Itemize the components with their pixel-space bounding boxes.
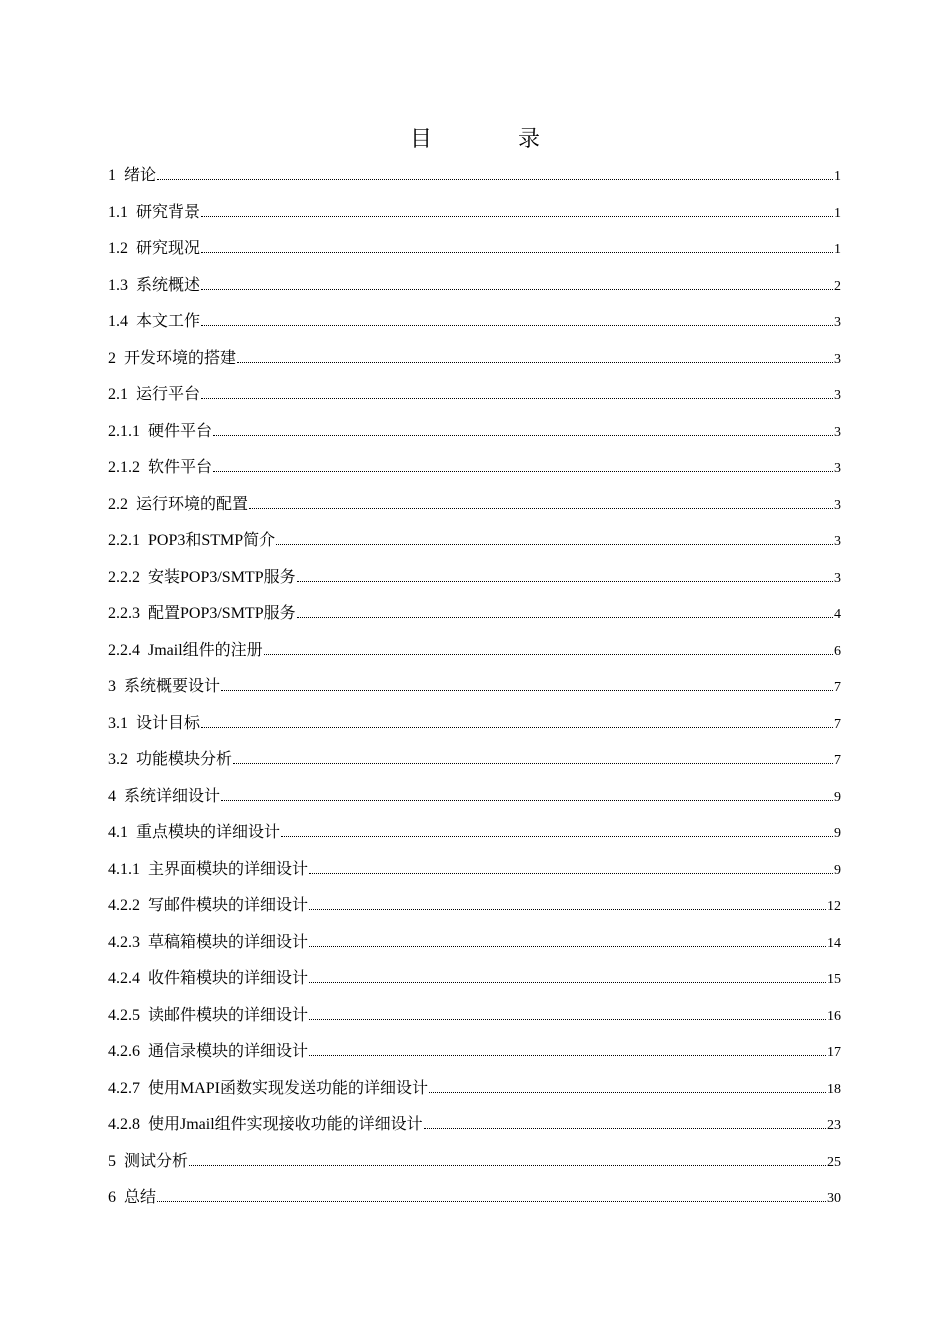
toc-leader-dots [309, 1010, 826, 1020]
toc-entry-title: POP3和STMP简介 [148, 532, 276, 549]
toc-entry-title: 测试分析 [124, 1152, 189, 1170]
toc-entry[interactable] [108, 487, 841, 524]
toc-entry-number: 1.1 [108, 203, 128, 221]
toc-leader-dots [221, 681, 833, 691]
toc-entry-title: 配置POP3/SMTP服务 [148, 605, 296, 622]
toc-entry-title: 运行环境的配置 [136, 495, 249, 513]
toc-entry[interactable] [108, 1180, 841, 1217]
toc-entry-number: 4.1 [108, 824, 128, 841]
toc-leader-dots [213, 462, 833, 472]
toc-list [108, 158, 841, 1217]
toc-entry-page: 9 [834, 862, 841, 878]
toc-leader-dots [201, 316, 833, 326]
toc-entry-number: 4.2.6 [108, 1043, 140, 1060]
toc-entry-page: 12 [827, 899, 841, 914]
toc-entry-title: 总结 [124, 1189, 157, 1206]
toc-entry-number: 3.1 [108, 714, 128, 732]
toc-entry-page: 3 [834, 388, 841, 403]
toc-entry[interactable] [108, 961, 841, 998]
toc-entry-title: 绪论 [124, 167, 157, 184]
toc-entry[interactable] [108, 633, 841, 670]
toc-leader-dots [309, 900, 826, 910]
toc-entry-number: 2.2.4 [108, 641, 140, 659]
toc-entry-number: 2.1.2 [108, 459, 140, 476]
toc-entry[interactable] [108, 1071, 841, 1108]
toc-entry-title: 设计目标 [136, 714, 201, 732]
toc-entry-page: 3 [834, 570, 841, 586]
toc-entry-page: 23 [827, 1118, 841, 1133]
toc-entry-number: 2.1.1 [108, 422, 140, 440]
toc-title-char-1: 目 [409, 126, 432, 151]
toc-entry-title: 使用MAPI函数实现发送功能的详细设计 [148, 1079, 429, 1097]
toc-leader-dots [249, 499, 833, 509]
toc-entry-number: 4.2.7 [108, 1079, 140, 1097]
toc-entry[interactable] [108, 1144, 841, 1181]
toc-leader-dots [424, 1119, 826, 1129]
toc-entry-number: 1.3 [108, 276, 128, 294]
toc-entry[interactable] [108, 706, 841, 743]
toc-entry-page: 7 [834, 716, 841, 732]
toc-entry-page: 1 [834, 205, 841, 221]
toc-entry[interactable] [108, 925, 841, 962]
toc-entry-title: 通信录模块的详细设计 [148, 1043, 309, 1060]
toc-leader-dots [221, 791, 833, 801]
toc-entry-title: 写邮件模块的详细设计 [148, 897, 309, 914]
toc-entry-title: 本文工作 [136, 313, 201, 330]
toc-entry[interactable] [108, 450, 841, 487]
toc-entry-page: 17 [827, 1045, 841, 1060]
toc-entry[interactable] [108, 523, 841, 560]
toc-entry-number: 2.2.1 [108, 532, 140, 549]
toc-entry-page: 1 [834, 169, 841, 184]
toc-leader-dots [309, 864, 833, 874]
toc-entry[interactable] [108, 888, 841, 925]
toc-leader-dots [281, 827, 833, 837]
toc-entry-title: 系统详细设计 [124, 787, 221, 805]
toc-entry-number: 2.1 [108, 386, 128, 403]
toc-entry-title: 系统概述 [136, 276, 201, 294]
toc-leader-dots [201, 280, 833, 290]
toc-entry-page: 3 [834, 461, 841, 476]
toc-entry-number: 4 [108, 787, 116, 805]
toc-entry-title: Jmail组件的注册 [148, 641, 263, 659]
toc-leader-dots [189, 1156, 826, 1166]
toc-entry-title: 软件平台 [148, 459, 213, 476]
toc-entry[interactable] [108, 195, 841, 232]
toc-entry[interactable] [108, 231, 841, 268]
toc-entry-number: 1 [108, 167, 116, 184]
toc-entry-number: 3 [108, 678, 116, 695]
toc-leader-dots [309, 1046, 826, 1056]
toc-title [0, 124, 950, 154]
toc-entry[interactable] [108, 669, 841, 706]
toc-entry-page: 7 [834, 680, 841, 695]
toc-leader-dots [201, 389, 833, 399]
toc-entry-title: 使用Jmail组件实现接收功能的详细设计 [148, 1116, 423, 1133]
toc-entry[interactable] [108, 268, 841, 305]
toc-entry-number: 4.2.8 [108, 1116, 140, 1133]
toc-leader-dots [201, 718, 833, 728]
toc-entry[interactable] [108, 779, 841, 816]
toc-entry[interactable] [108, 815, 841, 852]
toc-leader-dots [157, 1192, 826, 1202]
toc-entry-number: 4.2.2 [108, 897, 140, 914]
toc-entry-title: 开发环境的搭建 [124, 349, 237, 367]
toc-leader-dots [201, 243, 833, 253]
toc-entry-title: 研究现况 [136, 240, 201, 257]
toc-entry-page: 3 [834, 351, 841, 367]
toc-entry-title: 草稿箱模块的详细设计 [148, 933, 309, 951]
toc-entry-number: 1.2 [108, 240, 128, 257]
toc-leader-dots [213, 426, 833, 436]
toc-entry-title: 安装POP3/SMTP服务 [148, 568, 296, 586]
toc-leader-dots [237, 353, 833, 363]
toc-entry[interactable] [108, 414, 841, 451]
toc-leader-dots [201, 207, 833, 217]
toc-entry-title: 功能模块分析 [136, 751, 233, 768]
toc-entry-page: 9 [834, 789, 841, 805]
toc-entry-page: 30 [827, 1191, 841, 1206]
toc-entry[interactable] [108, 1034, 841, 1071]
toc-entry-title: 硬件平台 [148, 422, 213, 440]
toc-entry[interactable] [108, 852, 841, 889]
toc-entry-number: 6 [108, 1189, 116, 1206]
toc-entry[interactable] [108, 304, 841, 341]
toc-entry[interactable] [108, 596, 841, 633]
toc-entry-number: 2.2 [108, 495, 128, 513]
toc-title-char-2: 录 [518, 126, 541, 151]
toc-entry[interactable] [108, 377, 841, 414]
toc-leader-dots [157, 170, 833, 180]
toc-entry-page: 3 [834, 497, 841, 513]
toc-entry-title: 主界面模块的详细设计 [148, 860, 309, 878]
toc-entry-title: 系统概要设计 [124, 678, 221, 695]
toc-leader-dots [276, 535, 833, 545]
toc-entry-number: 5 [108, 1152, 116, 1170]
toc-entry-page: 3 [834, 534, 841, 549]
toc-entry-number: 2 [108, 349, 116, 367]
toc-entry-page: 25 [827, 1154, 841, 1170]
toc-entry-number: 4.2.3 [108, 933, 140, 951]
toc-entry-page: 3 [834, 315, 841, 330]
toc-entry-page: 2 [834, 278, 841, 294]
toc-leader-dots [264, 645, 833, 655]
toc-entry-page: 1 [834, 242, 841, 257]
toc-entry-title: 研究背景 [136, 203, 201, 221]
toc-entry[interactable] [108, 1107, 841, 1144]
toc-leader-dots [309, 973, 826, 983]
toc-entry-page: 18 [827, 1081, 841, 1097]
toc-entry-page: 6 [834, 643, 841, 659]
toc-entry-number: 2.2.3 [108, 605, 140, 622]
toc-entry-page: 9 [834, 826, 841, 841]
toc-entry-number: 4.1.1 [108, 860, 140, 878]
toc-entry[interactable] [108, 341, 841, 378]
toc-entry-page: 15 [827, 972, 841, 987]
toc-entry[interactable] [108, 742, 841, 779]
toc-entry-title: 重点模块的详细设计 [136, 824, 281, 841]
toc-entry-page: 14 [827, 935, 841, 951]
toc-entry-title: 收件箱模块的详细设计 [148, 970, 309, 987]
toc-entry[interactable] [108, 560, 841, 597]
toc-entry-page: 4 [834, 607, 841, 622]
toc-leader-dots [297, 608, 833, 618]
toc-entry[interactable] [108, 158, 841, 195]
toc-entry-title: 读邮件模块的详细设计 [148, 1006, 309, 1024]
toc-entry-page: 16 [827, 1008, 841, 1024]
toc-entry-number: 2.2.2 [108, 568, 140, 586]
toc-entry-number: 4.2.4 [108, 970, 140, 987]
toc-entry-number: 4.2.5 [108, 1006, 140, 1024]
toc-leader-dots [429, 1083, 826, 1093]
toc-entry[interactable] [108, 998, 841, 1035]
toc-entry-page: 3 [834, 424, 841, 440]
toc-entry-number: 1.4 [108, 313, 128, 330]
toc-leader-dots [309, 937, 826, 947]
toc-leader-dots [297, 572, 833, 582]
toc-entry-page: 7 [834, 753, 841, 768]
toc-entry-title: 运行平台 [136, 386, 201, 403]
toc-entry-number: 3.2 [108, 751, 128, 768]
toc-leader-dots [233, 754, 833, 764]
